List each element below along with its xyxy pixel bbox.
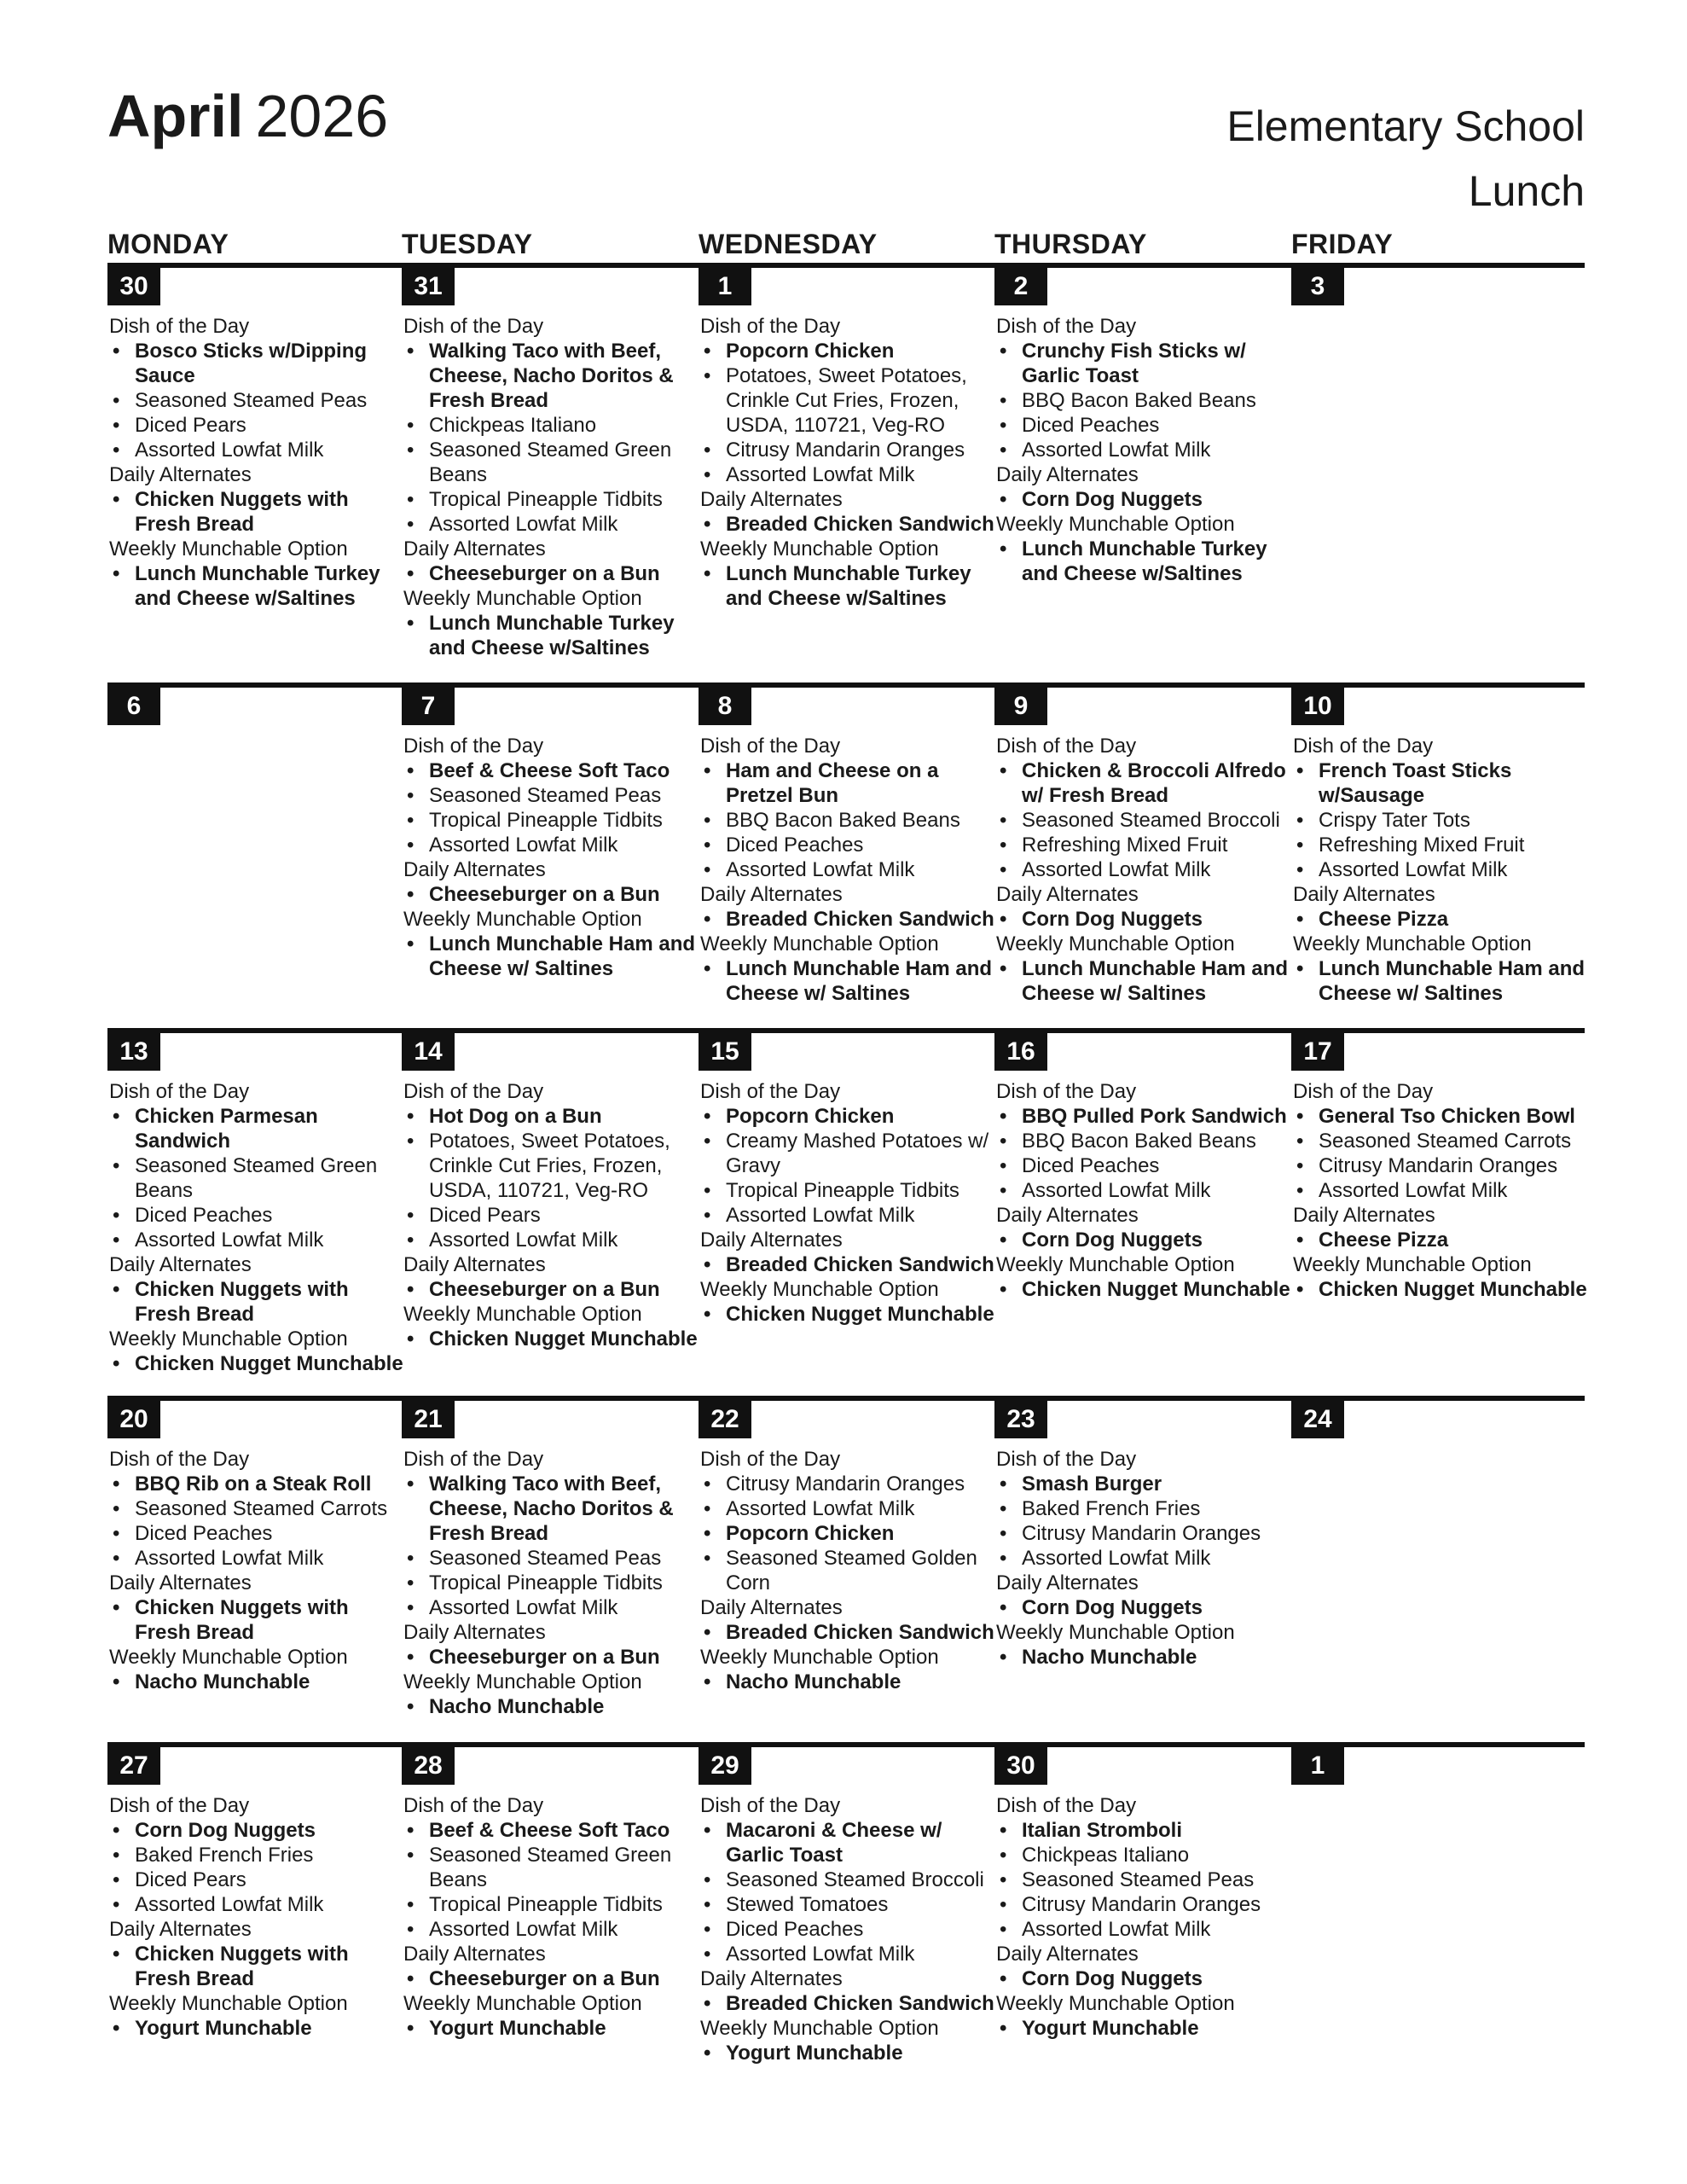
day-cell-tuesday: [402, 682, 696, 1028]
date-badge: 29: [699, 1747, 751, 1785]
date-badge: 13: [107, 1033, 160, 1071]
menu-item-entree: • Lunch Munchable Turkey and Cheese w/Saltines: [996, 537, 1290, 586]
menu-item-entree: • Nacho Munchable: [996, 1645, 1290, 1670]
menu-list: [700, 1079, 994, 1327]
dish-of-the-day-label: Dish of the Day: [700, 735, 841, 758]
day-cell-monday: [107, 1742, 397, 2135]
menu-item: • Diced Peaches: [996, 413, 1290, 438]
menu-item: • Refreshing Mixed Fruit: [996, 833, 1290, 857]
menu-item-entree: • Macaroni & Cheese w/ Garlic Toast: [700, 1818, 994, 1867]
daily-alternates-label: Daily Alternates: [109, 463, 252, 486]
menu-item: • Crispy Tater Tots: [1293, 808, 1587, 833]
menu-item: • Assorted Lowfat Milk: [996, 857, 1290, 882]
daily-alternates-label: Daily Alternates: [403, 537, 546, 561]
daily-alternates-label: Daily Alternates: [700, 1596, 843, 1619]
weekday-header-friday: FRIDAY: [1291, 229, 1394, 259]
menu-item-entree: • Cheese Pizza: [1293, 1228, 1587, 1252]
weekly-munchable-label: Weekly Munchable Option: [109, 1992, 348, 2015]
dish-of-the-day-label: Dish of the Day: [403, 1794, 544, 1817]
menu-item: • Refreshing Mixed Fruit: [1293, 833, 1587, 857]
weekday-header-thursday: THURSDAY: [994, 229, 1147, 259]
menu-item: • BBQ Bacon Baked Beans: [996, 1129, 1290, 1153]
menu-item-entree: • Chicken Nuggets with Fresh Bread: [109, 1942, 403, 1991]
menu-list: [109, 314, 403, 611]
daily-alternates-label: Daily Alternates: [403, 1253, 546, 1276]
day-cell-thursday: [994, 263, 1284, 682]
daily-alternates-label: Daily Alternates: [700, 883, 843, 906]
menu-list: [403, 1793, 698, 2041]
menu-item: • Assorted Lowfat Milk: [996, 1178, 1290, 1203]
menu-list: [700, 1447, 994, 1694]
menu-item-entree: • Corn Dog Nuggets: [996, 1595, 1290, 1620]
menu-item: • Diced Peaches: [700, 833, 994, 857]
daily-alternates-label: Daily Alternates: [109, 1918, 252, 1941]
day-cell-friday: [1291, 263, 1581, 682]
day-cell-thursday: [994, 682, 1289, 1028]
menu-item: • Tropical Pineapple Tidbits: [403, 487, 698, 512]
subtitle-line: Elementary School: [1226, 102, 1585, 150]
dish-of-the-day-label: Dish of the Day: [109, 1794, 250, 1817]
menu-item: • Seasoned Steamed Broccoli: [996, 808, 1290, 833]
weekly-munchable-label: Weekly Munchable Option: [700, 537, 939, 561]
menu-item: • Citrusy Mandarin Oranges: [1293, 1153, 1587, 1178]
date-badge: 22: [699, 1401, 751, 1438]
date-badge: 6: [107, 688, 160, 725]
menu-item: • Diced Pears: [109, 413, 403, 438]
menu-item-entree: • Chicken Nugget Munchable: [700, 1302, 994, 1327]
menu-item: • Baked French Fries: [996, 1496, 1290, 1521]
daily-alternates-label: Daily Alternates: [996, 463, 1139, 486]
menu-item-entree: • Chicken Nuggets with Fresh Bread: [109, 1595, 403, 1645]
menu-item-entree: • Crunchy Fish Sticks w/ Garlic Toast: [996, 339, 1290, 388]
menu-item-entree: • Chicken Nugget Munchable: [109, 1351, 403, 1376]
date-badge: 16: [994, 1033, 1047, 1071]
menu-item: • Seasoned Steamed Peas: [403, 783, 698, 808]
daily-alternates-label: Daily Alternates: [996, 883, 1139, 906]
menu-item-entree: • Cheeseburger on a Bun: [403, 1645, 698, 1670]
menu-item: • Diced Pears: [403, 1203, 698, 1228]
menu-item-entree: • Hot Dog on a Bun: [403, 1104, 698, 1129]
day-cell-friday: [1291, 682, 1586, 1028]
date-badge: 7: [402, 688, 455, 725]
menu-item: • Seasoned Steamed Peas: [403, 1546, 698, 1571]
day-cell-thursday: [994, 1396, 1284, 1742]
weekday-header-tuesday: TUESDAY: [402, 229, 533, 259]
weekly-munchable-label: Weekly Munchable Option: [403, 1303, 642, 1326]
date-badge: 9: [994, 688, 1047, 725]
menu-item: • Diced Peaches: [109, 1521, 403, 1546]
week-row: [107, 1396, 1585, 1742]
menu-item: • Assorted Lowfat Milk: [1293, 1178, 1587, 1203]
week-row: [107, 682, 1585, 1028]
daily-alternates-label: Daily Alternates: [403, 858, 546, 881]
menu-list: [403, 314, 698, 660]
daily-alternates-label: Daily Alternates: [700, 488, 843, 511]
date-badge: 30: [994, 1747, 1047, 1785]
menu-item: • Assorted Lowfat Milk: [109, 438, 403, 462]
date-badge: 28: [402, 1747, 455, 1785]
menu-item-entree: • Popcorn Chicken: [700, 1104, 994, 1129]
menu-item: • Seasoned Steamed Peas: [996, 1867, 1290, 1892]
weekly-munchable-label: Weekly Munchable Option: [109, 537, 348, 561]
dish-of-the-day-label: Dish of the Day: [403, 315, 544, 338]
menu-item: • Assorted Lowfat Milk: [700, 1496, 994, 1521]
day-cell-friday: [1291, 1396, 1581, 1742]
menu-list: [700, 314, 994, 611]
menu-item-entree: • Lunch Munchable Ham and Cheese w/ Saltines: [700, 956, 994, 1006]
dish-of-the-day-label: Dish of the Day: [996, 1448, 1137, 1471]
day-cell-thursday: [994, 1742, 1284, 2135]
menu-item-entree: • Chicken Nugget Munchable: [403, 1327, 698, 1351]
daily-alternates-label: Daily Alternates: [700, 1228, 843, 1252]
menu-item: • Diced Peaches: [700, 1917, 994, 1942]
day-cell-tuesday: [402, 1742, 692, 2135]
menu-item: • Citrusy Mandarin Oranges: [996, 1892, 1290, 1917]
menu-item: • Assorted Lowfat Milk: [700, 1942, 994, 1966]
menu-list: [996, 1079, 1290, 1302]
menu-item: • Potatoes, Sweet Potatoes, Crinkle Cut Fries, Frozen, USDA, 110721, Veg-RO: [700, 363, 994, 438]
menu-item-entree: • General Tso Chicken Bowl: [1293, 1104, 1587, 1129]
menu-item-entree: • Yogurt Munchable: [996, 2016, 1290, 2041]
menu-list: [996, 314, 1290, 586]
menu-item: • Assorted Lowfat Milk: [403, 833, 698, 857]
menu-item: • BBQ Bacon Baked Beans: [700, 808, 994, 833]
menu-item-entree: • Lunch Munchable Turkey and Cheese w/Saltines: [403, 611, 698, 660]
menu-item: • Assorted Lowfat Milk: [996, 438, 1290, 462]
menu-item: • BBQ Bacon Baked Beans: [996, 388, 1290, 413]
menu-item-entree: • Breaded Chicken Sandwich: [700, 1991, 994, 2016]
menu-item-entree: • Yogurt Munchable: [403, 2016, 698, 2041]
menu-list: [109, 1447, 403, 1694]
menu-item-entree: • Yogurt Munchable: [700, 2041, 994, 2065]
menu-item: • Assorted Lowfat Milk: [403, 512, 698, 537]
menu-item: • Seasoned Steamed Broccoli: [700, 1867, 994, 1892]
menu-item: • Tropical Pineapple Tidbits: [403, 808, 698, 833]
menu-item-entree: • Breaded Chicken Sandwich: [700, 1252, 994, 1277]
menu-item-entree: • Cheeseburger on a Bun: [403, 1966, 698, 1991]
date-badge: 31: [402, 268, 455, 305]
date-badge: 20: [107, 1401, 160, 1438]
page-title: [107, 82, 388, 150]
daily-alternates-label: Daily Alternates: [700, 1967, 843, 1990]
weekday-header-monday: MONDAY: [107, 229, 229, 259]
date-badge: 14: [402, 1033, 455, 1071]
menu-item-entree: • Lunch Munchable Turkey and Cheese w/Saltines: [109, 561, 403, 611]
day-cell-thursday: [994, 1028, 1290, 1396]
dish-of-the-day-label: Dish of the Day: [403, 1448, 544, 1471]
date-badge: 1: [699, 268, 751, 305]
date-badge: 27: [107, 1747, 160, 1785]
menu-item: • Seasoned Steamed Green Beans: [109, 1153, 403, 1203]
weekly-munchable-label: Weekly Munchable Option: [109, 1646, 348, 1669]
menu-item-entree: • Breaded Chicken Sandwich: [700, 1620, 994, 1645]
weekday-header-row: [107, 229, 1585, 263]
daily-alternates-label: Daily Alternates: [403, 1943, 546, 1966]
day-cell-monday: [107, 1396, 397, 1742]
menu-item: • Assorted Lowfat Milk: [996, 1546, 1290, 1571]
dish-of-the-day-label: Dish of the Day: [1293, 1080, 1434, 1103]
menu-item-entree: • Lunch Munchable Ham and Cheese w/ Saltines: [996, 956, 1290, 1006]
menu-item: • Stewed Tomatoes: [700, 1892, 994, 1917]
menu-item-entree: • Chicken Parmesan Sandwich: [109, 1104, 403, 1153]
menu-item-entree: • Chicken Nuggets with Fresh Bread: [109, 1277, 403, 1327]
menu-item-entree: • Cheeseburger on a Bun: [403, 882, 698, 907]
menu-item-entree: • Yogurt Munchable: [109, 2016, 403, 2041]
menu-item: • Citrusy Mandarin Oranges: [700, 1472, 994, 1496]
daily-alternates-label: Daily Alternates: [996, 1571, 1139, 1594]
day-cell-wednesday: [699, 1028, 994, 1396]
menu-item-entree: • BBQ Pulled Pork Sandwich: [996, 1104, 1290, 1129]
menu-item: • Assorted Lowfat Milk: [109, 1892, 403, 1917]
menu-item: • Assorted Lowfat Milk: [996, 1917, 1290, 1942]
date-badge: 3: [1291, 268, 1344, 305]
dish-of-the-day-label: Dish of the Day: [700, 1794, 841, 1817]
menu-list: [1293, 1079, 1587, 1302]
week-row: [107, 1028, 1585, 1396]
weekly-munchable-label: Weekly Munchable Option: [403, 587, 642, 610]
weekly-munchable-label: Weekly Munchable Option: [1293, 932, 1532, 956]
menu-item: • Creamy Mashed Potatoes w/ Gravy: [700, 1129, 994, 1178]
menu-item: • Citrusy Mandarin Oranges: [996, 1521, 1290, 1546]
menu-item: • Tropical Pineapple Tidbits: [403, 1571, 698, 1595]
menu-item: • Diced Pears: [109, 1867, 403, 1892]
menu-item-entree: • Beef & Cheese Soft Taco: [403, 1818, 698, 1843]
day-cell-tuesday: [402, 1028, 698, 1396]
menu-list: [996, 734, 1290, 1006]
weekly-munchable-label: Weekly Munchable Option: [403, 908, 642, 931]
page-subtitle: [1226, 94, 1585, 224]
menu-list: [996, 1793, 1290, 2041]
date-badge: 23: [994, 1401, 1047, 1438]
menu-item-entree: • Cheese Pizza: [1293, 907, 1587, 932]
menu-item: • Assorted Lowfat Milk: [109, 1228, 403, 1252]
date-badge: 10: [1291, 688, 1344, 725]
weekly-munchable-label: Weekly Munchable Option: [700, 932, 939, 956]
dish-of-the-day-label: Dish of the Day: [403, 735, 544, 758]
daily-alternates-label: Daily Alternates: [109, 1571, 252, 1594]
dish-of-the-day-label: Dish of the Day: [700, 315, 841, 338]
menu-item-entree: • Nacho Munchable: [109, 1670, 403, 1694]
menu-list: [109, 1079, 403, 1376]
daily-alternates-label: Daily Alternates: [996, 1943, 1139, 1966]
menu-item-entree: • Italian Stromboli: [996, 1818, 1290, 1843]
day-cell-wednesday: [699, 1742, 994, 2135]
dish-of-the-day-label: Dish of the Day: [109, 1448, 250, 1471]
menu-item: • Chickpeas Italiano: [996, 1843, 1290, 1867]
menu-item: • Assorted Lowfat Milk: [403, 1595, 698, 1620]
daily-alternates-label: Daily Alternates: [1293, 883, 1435, 906]
weekday-header-wednesday: WEDNESDAY: [699, 229, 878, 259]
day-cell-monday: [107, 1028, 403, 1396]
dish-of-the-day-label: Dish of the Day: [996, 735, 1137, 758]
menu-item: • Seasoned Steamed Carrots: [109, 1496, 403, 1521]
menu-item-entree: • Corn Dog Nuggets: [996, 1966, 1290, 1991]
weekly-munchable-label: Weekly Munchable Option: [700, 1646, 939, 1669]
weekly-munchable-label: Weekly Munchable Option: [700, 1278, 939, 1301]
menu-item: • Baked French Fries: [109, 1843, 403, 1867]
date-badge: 30: [107, 268, 160, 305]
month-label: April: [107, 83, 244, 149]
daily-alternates-label: Daily Alternates: [996, 1204, 1139, 1227]
subtitle-line: Lunch: [1468, 167, 1585, 215]
dish-of-the-day-label: Dish of the Day: [700, 1448, 841, 1471]
menu-item-entree: • Corn Dog Nuggets: [996, 907, 1290, 932]
menu-list: [403, 1079, 698, 1351]
menu-list: [1293, 734, 1587, 1006]
menu-item: • Potatoes, Sweet Potatoes, Crinkle Cut Fries, Frozen, USDA, 110721, Veg-RO: [403, 1129, 698, 1203]
menu-item-entree: • Corn Dog Nuggets: [109, 1818, 403, 1843]
dish-of-the-day-label: Dish of the Day: [403, 1080, 544, 1103]
menu-item-entree: • Walking Taco with Beef, Cheese, Nacho Doritos & Fresh Bread: [403, 339, 698, 413]
menu-item-entree: • BBQ Rib on a Steak Roll: [109, 1472, 403, 1496]
menu-item-entree: • Nacho Munchable: [403, 1694, 698, 1719]
menu-list: [403, 734, 698, 981]
menu-item-entree: • Smash Burger: [996, 1472, 1290, 1496]
weekly-munchable-label: Weekly Munchable Option: [996, 1992, 1235, 2015]
dish-of-the-day-label: Dish of the Day: [109, 1080, 250, 1103]
date-badge: 8: [699, 688, 751, 725]
menu-item-entree: • Popcorn Chicken: [700, 1521, 994, 1546]
weekly-munchable-label: Weekly Munchable Option: [700, 2017, 939, 2040]
day-cell-monday: [107, 682, 397, 1028]
menu-item: • Seasoned Steamed Golden Corn: [700, 1546, 994, 1595]
date-badge: 2: [994, 268, 1047, 305]
menu-item: • Assorted Lowfat Milk: [403, 1917, 698, 1942]
menu-list: [996, 1447, 1290, 1670]
menu-item: • Chickpeas Italiano: [403, 413, 698, 438]
menu-item-entree: • Ham and Cheese on a Pretzel Bun: [700, 758, 994, 808]
menu-item-entree: • Cheeseburger on a Bun: [403, 561, 698, 586]
date-badge: 17: [1291, 1033, 1344, 1071]
weekly-munchable-label: Weekly Munchable Option: [1293, 1253, 1532, 1276]
daily-alternates-label: Daily Alternates: [403, 1621, 546, 1644]
menu-list: [109, 1793, 403, 2041]
menu-item: • Tropical Pineapple Tidbits: [700, 1178, 994, 1203]
menu-item-entree: • Chicken & Broccoli Alfredo w/ Fresh Bread: [996, 758, 1290, 808]
weekly-munchable-label: Weekly Munchable Option: [109, 1327, 348, 1350]
weekly-munchable-label: Weekly Munchable Option: [996, 932, 1235, 956]
menu-item-entree: • Breaded Chicken Sandwich: [700, 907, 994, 932]
menu-item: • Assorted Lowfat Milk: [700, 857, 994, 882]
week-row: [107, 263, 1585, 682]
menu-list: [403, 1447, 698, 1719]
menu-item-entree: • Walking Taco with Beef, Cheese, Nacho Doritos & Fresh Bread: [403, 1472, 698, 1546]
day-cell-friday: [1291, 1742, 1581, 2135]
dish-of-the-day-label: Dish of the Day: [996, 315, 1137, 338]
menu-item-entree: • Bosco Sticks w/Dipping Sauce: [109, 339, 403, 388]
weekly-munchable-label: Weekly Munchable Option: [996, 1621, 1235, 1644]
menu-item-entree: • Cheeseburger on a Bun: [403, 1277, 698, 1302]
menu-item: • Seasoned Steamed Carrots: [1293, 1129, 1587, 1153]
menu-item: • Assorted Lowfat Milk: [109, 1546, 403, 1571]
menu-item: • Tropical Pineapple Tidbits: [403, 1892, 698, 1917]
menu-item: • Seasoned Steamed Green Beans: [403, 438, 698, 487]
day-cell-friday: [1291, 1028, 1587, 1396]
dish-of-the-day-label: Dish of the Day: [1293, 735, 1434, 758]
menu-item-entree: • Chicken Nugget Munchable: [996, 1277, 1290, 1302]
menu-item: • Assorted Lowfat Milk: [700, 462, 994, 487]
menu-item-entree: • Corn Dog Nuggets: [996, 1228, 1290, 1252]
menu-item-entree: • Nacho Munchable: [700, 1670, 994, 1694]
menu-item: • Citrusy Mandarin Oranges: [700, 438, 994, 462]
menu-item-entree: • French Toast Sticks w/Sausage: [1293, 758, 1587, 808]
date-badge: 1: [1291, 1747, 1344, 1785]
menu-item: • Seasoned Steamed Green Beans: [403, 1843, 698, 1892]
date-badge: 21: [402, 1401, 455, 1438]
menu-item: • Diced Peaches: [996, 1153, 1290, 1178]
week-row: [107, 1742, 1585, 2135]
date-badge: 24: [1291, 1401, 1344, 1438]
day-cell-wednesday: [699, 1396, 994, 1742]
menu-item-entree: • Beef & Cheese Soft Taco: [403, 758, 698, 783]
year-label: 2026: [255, 83, 389, 149]
menu-item-entree: • Chicken Nuggets with Fresh Bread: [109, 487, 403, 537]
day-cell-monday: [107, 263, 397, 682]
dish-of-the-day-label: Dish of the Day: [996, 1794, 1137, 1817]
menu-item-entree: • Lunch Munchable Ham and Cheese w/ Saltines: [403, 932, 698, 981]
day-cell-wednesday: [699, 682, 994, 1028]
weekly-munchable-label: Weekly Munchable Option: [996, 1253, 1235, 1276]
menu-item: • Assorted Lowfat Milk: [403, 1228, 698, 1252]
menu-item-entree: • Lunch Munchable Turkey and Cheese w/Saltines: [700, 561, 994, 611]
menu-item-entree: • Corn Dog Nuggets: [996, 487, 1290, 512]
date-badge: 15: [699, 1033, 751, 1071]
day-cell-tuesday: [402, 263, 692, 682]
menu-item-entree: • Breaded Chicken Sandwich: [700, 512, 994, 537]
dish-of-the-day-label: Dish of the Day: [700, 1080, 841, 1103]
menu-item: • Seasoned Steamed Peas: [109, 388, 403, 413]
day-cell-wednesday: [699, 263, 994, 682]
menu-item-entree: • Lunch Munchable Ham and Cheese w/ Saltines: [1293, 956, 1587, 1006]
dish-of-the-day-label: Dish of the Day: [996, 1080, 1137, 1103]
menu-list: [700, 734, 994, 1006]
dish-of-the-day-label: Dish of the Day: [109, 315, 250, 338]
menu-item: • Diced Peaches: [109, 1203, 403, 1228]
menu-item: • Assorted Lowfat Milk: [1293, 857, 1587, 882]
weekly-munchable-label: Weekly Munchable Option: [996, 513, 1235, 536]
menu-item-entree: • Popcorn Chicken: [700, 339, 994, 363]
weekly-munchable-label: Weekly Munchable Option: [403, 1992, 642, 2015]
daily-alternates-label: Daily Alternates: [1293, 1204, 1435, 1227]
daily-alternates-label: Daily Alternates: [109, 1253, 252, 1276]
day-cell-tuesday: [402, 1396, 692, 1742]
weekly-munchable-label: Weekly Munchable Option: [403, 1670, 642, 1693]
menu-list: [700, 1793, 994, 2065]
menu-item: • Assorted Lowfat Milk: [700, 1203, 994, 1228]
menu-item-entree: • Chicken Nugget Munchable: [1293, 1277, 1587, 1302]
